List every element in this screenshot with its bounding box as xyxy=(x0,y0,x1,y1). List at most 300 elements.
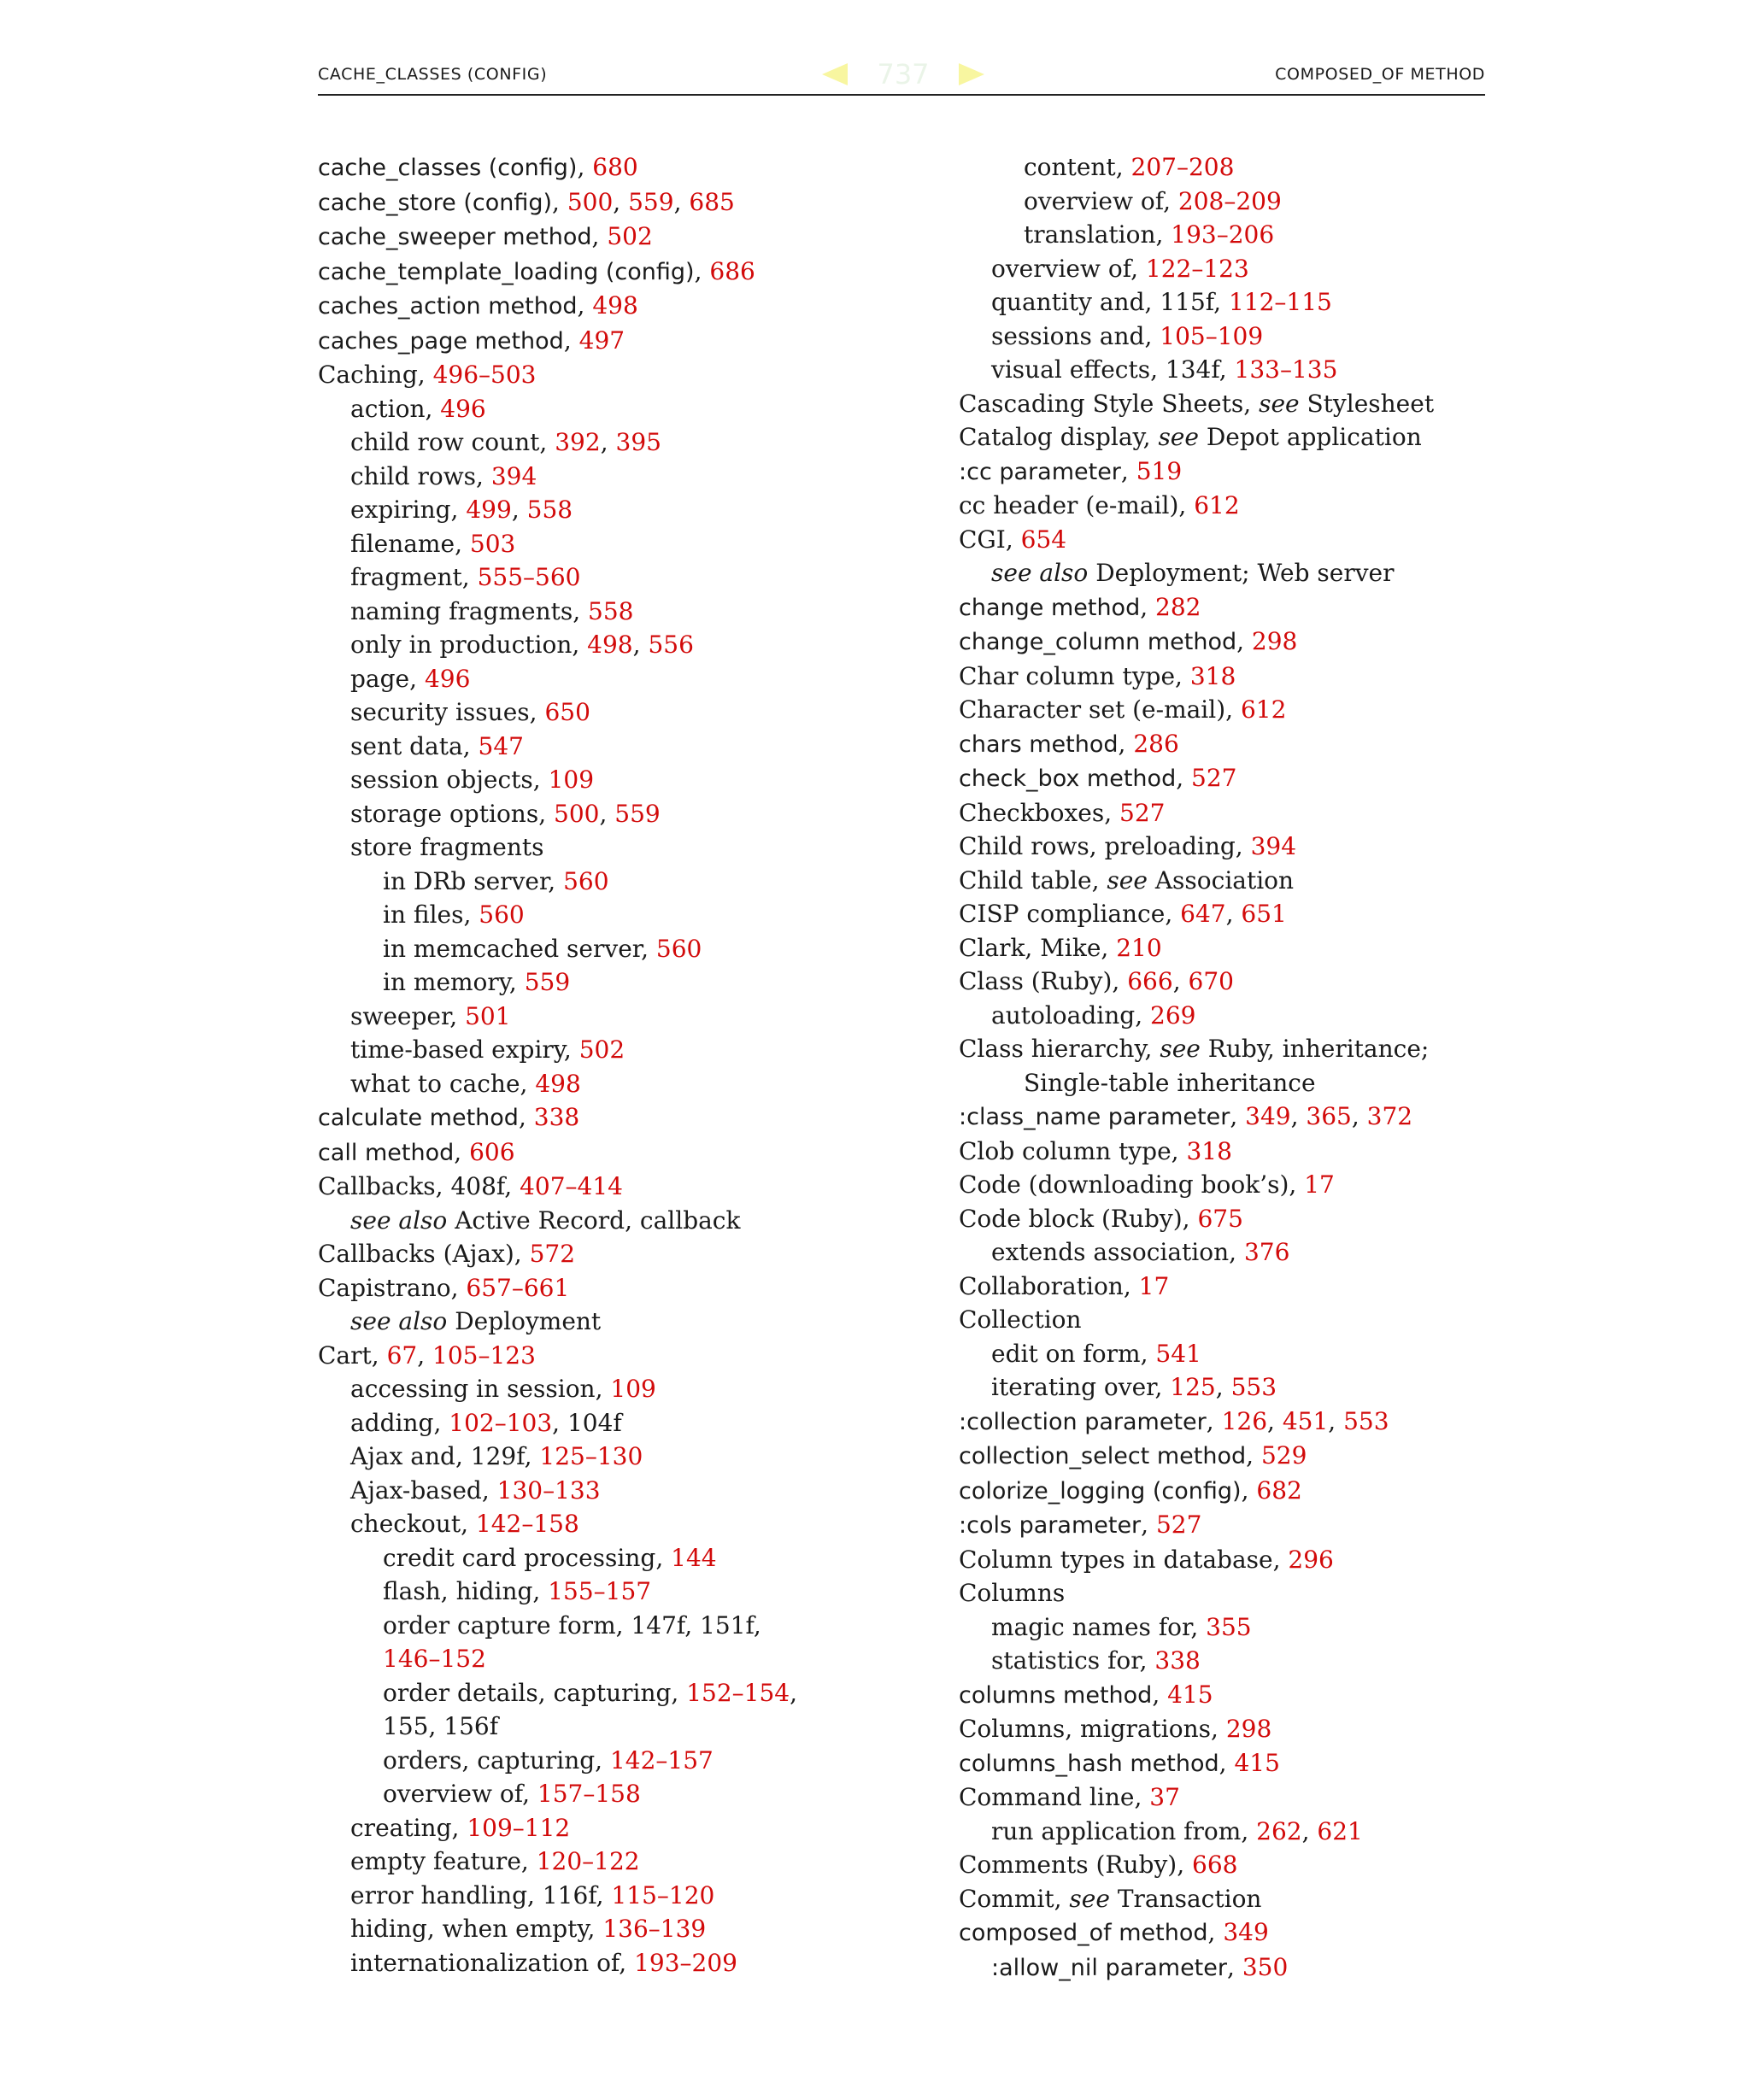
index-term: Deployment; Web server xyxy=(1095,559,1395,587)
index-entry: adding, 102–103, 104f xyxy=(350,1408,622,1437)
page-ref-link[interactable]: 109 xyxy=(548,766,595,794)
index-term: Caching xyxy=(318,361,418,389)
page-ref-link[interactable]: 17 xyxy=(1138,1271,1170,1300)
index-entry: in memory, 559 xyxy=(383,968,571,996)
index-term: :collection parameter xyxy=(959,1408,1207,1435)
index-term: Ajax and xyxy=(350,1442,455,1470)
page-ref-link[interactable]: 262 xyxy=(1256,1816,1302,1845)
page-ref-link[interactable]: 500 xyxy=(567,187,614,216)
index-entry: internationalization of, 193–209 xyxy=(350,1948,737,1977)
index-term: Ajax-based xyxy=(350,1475,482,1505)
index-term: check_box method xyxy=(959,766,1177,792)
index-term: store fragments xyxy=(350,833,544,861)
index-entry: Comments (Ruby), 668 xyxy=(959,1851,1238,1879)
page-ref-link[interactable]: 572 xyxy=(529,1240,576,1268)
index-entry: caches_page method, 497 xyxy=(318,326,625,355)
index-term: Character set (e-mail) xyxy=(959,695,1226,724)
index-entry: only in production, 498, 556 xyxy=(350,631,694,659)
index-entry xyxy=(959,1576,1506,1610)
index-term: sent data xyxy=(350,731,463,760)
page-ref-link[interactable]: 208–209 xyxy=(1177,186,1282,215)
page-ref-link[interactable]: 541 xyxy=(1155,1339,1201,1368)
index-term: Clob column type xyxy=(959,1136,1172,1165)
header-left-term: CACHE_CLASSES (CONFIG) xyxy=(318,65,548,84)
page-ref-link[interactable]: 501 xyxy=(465,1001,511,1030)
page-ref-link[interactable]: 350 xyxy=(1242,1952,1289,1981)
header-right-term: COMPOSED_OF METHOD xyxy=(1275,65,1485,84)
page-ref-link[interactable]: 130–133 xyxy=(496,1475,601,1505)
index-term: overview of xyxy=(383,1780,523,1808)
page-ref: 151f xyxy=(700,1610,754,1640)
index-term: child rows xyxy=(350,461,477,490)
page-ref-link[interactable]: 142–157 xyxy=(609,1745,714,1774)
index-term: what to cache xyxy=(350,1069,520,1098)
page-ref-link[interactable]: 499 xyxy=(466,496,512,524)
page-ref-link[interactable]: 296 xyxy=(1288,1545,1334,1574)
page-ref: 156f xyxy=(443,1712,499,1740)
index-entry: statistics for, 338 xyxy=(991,1646,1201,1675)
page-ref-link[interactable]: 651 xyxy=(1241,900,1287,928)
page-ref-link[interactable]: 155–157 xyxy=(548,1577,652,1605)
page-ref: 129f xyxy=(470,1442,525,1470)
index-term: visual effects xyxy=(991,355,1151,384)
page-ref-link[interactable]: 286 xyxy=(1133,729,1179,758)
index-entry: expiring, 499, 558 xyxy=(350,496,573,524)
page-ref-link[interactable]: 500 xyxy=(554,799,600,828)
page-ref-link[interactable]: 126 xyxy=(1221,1406,1268,1435)
page-ref-link[interactable]: 338 xyxy=(1154,1646,1201,1675)
index-entry: run application from, 262, 621 xyxy=(991,1816,1363,1845)
index-term: creating xyxy=(350,1813,452,1842)
index-term: Child rows, preloading xyxy=(959,832,1236,860)
index-entry: empty feature, 120–122 xyxy=(350,1847,640,1875)
index-entry: translation, 193–206 xyxy=(1024,220,1275,249)
page-ref: 116f xyxy=(542,1880,596,1909)
page-ref-link[interactable]: 650 xyxy=(544,698,590,726)
index-term: :cols parameter xyxy=(959,1512,1142,1539)
index-entry: order details, capturing, 152–154, xyxy=(383,1678,798,1707)
page-ref-link[interactable]: 318 xyxy=(1189,661,1236,690)
page-ref-link[interactable]: 372 xyxy=(1366,1102,1413,1130)
page-ref-link[interactable]: 144 xyxy=(671,1543,717,1572)
index-term: caches_page method xyxy=(318,327,564,355)
page-ref-link[interactable]: 560 xyxy=(563,866,609,895)
index-term: Command line xyxy=(959,1783,1135,1811)
page-ref-link[interactable]: 556 xyxy=(648,631,694,659)
index-term: Catalog display xyxy=(959,423,1143,451)
page-ref-link[interactable]: 685 xyxy=(689,187,735,216)
index-term: quantity and xyxy=(991,288,1145,316)
index-term: Class hierarchy xyxy=(959,1035,1145,1063)
page-ref: 115f xyxy=(1160,288,1214,316)
page-ref-link[interactable]: 527 xyxy=(1119,798,1166,827)
page-ref-link[interactable]: 686 xyxy=(709,256,755,285)
index-entry: filename, 503 xyxy=(350,529,516,558)
index-term: security issues xyxy=(350,698,530,726)
previous-page-arrow-icon[interactable] xyxy=(822,63,848,85)
index-term: change_column method xyxy=(959,629,1237,655)
index-entry: iterating over, 125, 553 xyxy=(991,1373,1277,1401)
index-entry: page, 496 xyxy=(350,664,471,693)
index-term: time-based expiry xyxy=(350,1035,564,1064)
page-ref-link[interactable]: 612 xyxy=(1194,491,1240,519)
page-ref-link[interactable]: 193–209 xyxy=(634,1948,737,1977)
page-ref: 104f xyxy=(567,1408,622,1437)
index-entry: Child rows, preloading, 394 xyxy=(959,832,1297,860)
index-entry: :cc parameter, 519 xyxy=(959,456,1183,485)
page-ref-link[interactable]: 207–208 xyxy=(1130,153,1235,181)
index-term: flash, hiding xyxy=(383,1577,533,1605)
page-ref-link[interactable]: 338 xyxy=(533,1103,580,1131)
index-term: run application from xyxy=(991,1816,1242,1845)
index-entry: Class (Ruby), 666, 670 xyxy=(959,967,1234,995)
index-entry: Class hierarchy, see Ruby, inheritance; xyxy=(959,1035,1430,1063)
see-label: see xyxy=(1259,389,1300,418)
page-ref-link[interactable]: 621 xyxy=(1317,1816,1363,1845)
page-ref-link[interactable]: 675 xyxy=(1197,1204,1243,1233)
index-entry: Caching, 496–503 xyxy=(318,361,537,389)
page-ref-link[interactable]: 498 xyxy=(535,1069,581,1098)
index-entry: sessions and, 105–109 xyxy=(991,321,1264,350)
index-term: Cascading Style Sheets xyxy=(959,389,1244,418)
see-target: Depot application xyxy=(1206,423,1422,451)
page-ref-link[interactable]: 392 xyxy=(555,428,601,456)
index-term: child row count xyxy=(350,428,540,456)
page-ref-link[interactable]: 120–122 xyxy=(536,1847,640,1875)
index-term: change method xyxy=(959,594,1141,621)
index-entry: Collaboration, 17 xyxy=(959,1271,1170,1300)
page-ref-link[interactable]: 269 xyxy=(1150,1000,1196,1029)
index-term: Comments (Ruby) xyxy=(959,1851,1177,1879)
page-ref-link[interactable]: 17 xyxy=(1304,1170,1335,1199)
page-ref-link[interactable]: 612 xyxy=(1240,695,1287,724)
page-ref-link[interactable]: 680 xyxy=(592,153,638,181)
index-entry: orders, capturing, 142–157 xyxy=(383,1745,714,1774)
index-term: iterating over xyxy=(991,1373,1155,1401)
page-ref-link[interactable]: 125 xyxy=(1170,1373,1216,1401)
index-entry: error handling, 116f, 115–120 xyxy=(350,1880,715,1909)
index-entry: session objects, 109 xyxy=(350,766,595,794)
index-term: Active Record, callback xyxy=(455,1205,741,1235)
index-entry: storage options, 500, 559 xyxy=(350,799,661,828)
page-ref-link[interactable]: 527 xyxy=(1191,764,1237,792)
page-ref-link[interactable]: 668 xyxy=(1192,1851,1238,1879)
index-column-right xyxy=(959,150,1506,1985)
page-ref-link[interactable]: 657–661 xyxy=(466,1273,570,1302)
index-entry: Cart, 67, 105–123 xyxy=(318,1340,536,1370)
page-ref-link[interactable]: 37 xyxy=(1149,1783,1180,1811)
index-entry: in files, 560 xyxy=(383,900,525,929)
page-ref: 134f xyxy=(1165,355,1219,384)
page-ref-link[interactable]: 105–123 xyxy=(432,1340,536,1370)
index-entry: overview of, 208–209 xyxy=(1024,186,1282,215)
page-ref-link[interactable]: 133–135 xyxy=(1234,355,1338,384)
page-ref-link[interactable]: 152–154 xyxy=(686,1678,790,1707)
see-label: see xyxy=(1107,865,1148,895)
page-ref-link[interactable]: 115–120 xyxy=(611,1880,715,1909)
index-term: magic names for xyxy=(991,1612,1191,1641)
page-ref-link[interactable]: 670 xyxy=(1188,967,1234,995)
index-entry: Clob column type, 318 xyxy=(959,1136,1232,1165)
page-ref-link[interactable]: 559 xyxy=(614,799,661,828)
index-term: Cart xyxy=(318,1340,372,1370)
page-ref-link[interactable]: 682 xyxy=(1256,1475,1302,1505)
page-ref-link[interactable]: 502 xyxy=(607,222,653,250)
index-entry: action, 496 xyxy=(350,394,486,423)
page-ref-link[interactable]: 647 xyxy=(1180,900,1226,928)
index-term: internationalization of xyxy=(350,1948,620,1977)
page-ref-link[interactable]: 555–560 xyxy=(477,563,581,591)
page-ref-link[interactable]: 210 xyxy=(1116,933,1162,962)
page-ref: 155 xyxy=(383,1712,429,1740)
index-entry: magic names for, 355 xyxy=(991,1612,1252,1641)
index-entry xyxy=(318,1305,916,1339)
index-entry: security issues, 650 xyxy=(350,698,590,726)
index-entry: CISP compliance, 647, 651 xyxy=(959,900,1287,928)
index-term: Capistrano xyxy=(318,1273,451,1302)
index-term: filename xyxy=(350,529,455,558)
index-term: :cc parameter xyxy=(959,458,1121,485)
index-entry: composed_of method, 349 xyxy=(959,1918,1269,1946)
page-ref-link[interactable]: 559 xyxy=(524,968,571,996)
page-ref-link[interactable]: 112–115 xyxy=(1228,288,1332,316)
page-ref-link[interactable]: 519 xyxy=(1136,456,1183,485)
page-ref-link[interactable]: 109–112 xyxy=(467,1813,571,1842)
index-column-left xyxy=(318,150,916,1980)
page-ref-link[interactable]: 67 xyxy=(386,1340,418,1370)
index-term: translation xyxy=(1024,220,1156,249)
page-ref-link[interactable]: 654 xyxy=(1020,525,1067,554)
page-ref-link[interactable]: 318 xyxy=(1186,1136,1232,1165)
page-ref-link[interactable]: 125–130 xyxy=(539,1442,643,1470)
page-ref-link[interactable]: 282 xyxy=(1155,592,1201,621)
index-term: credit card processing xyxy=(383,1543,656,1572)
see-also-label: see also xyxy=(991,559,1089,587)
page-ref-link[interactable]: 109 xyxy=(610,1375,656,1403)
index-term: statistics for xyxy=(991,1646,1140,1675)
index-entry: overview of, 157–158 xyxy=(383,1780,641,1808)
page-ref-link[interactable]: 122–123 xyxy=(1145,254,1249,283)
page-ref-link[interactable]: 355 xyxy=(1206,1612,1252,1641)
index-entry: visual effects, 134f, 133–135 xyxy=(991,355,1338,384)
index-term: overview of xyxy=(1024,186,1164,215)
index-term: Callbacks xyxy=(318,1172,436,1200)
index-term: in files xyxy=(383,900,464,929)
index-term: content xyxy=(1024,153,1116,181)
index-term: fragment xyxy=(350,563,462,591)
page-ref-link[interactable]: 146–152 xyxy=(383,1645,486,1673)
index-term: only in production xyxy=(350,631,573,659)
index-term: orders, capturing xyxy=(383,1745,596,1774)
index-term: Code block (Ruby) xyxy=(959,1204,1183,1233)
page-ref-link[interactable]: 365 xyxy=(1306,1102,1352,1130)
index-entry: cc header (e-mail), 612 xyxy=(959,491,1240,519)
index-entry: extends association, 376 xyxy=(991,1238,1290,1266)
index-entry: call method, 606 xyxy=(318,1137,515,1166)
index-entry: 155, 156f xyxy=(383,1712,499,1740)
index-term: Columns xyxy=(959,1579,1066,1607)
index-entry: chars method, 286 xyxy=(959,729,1179,758)
index-entry: what to cache, 498 xyxy=(350,1069,581,1098)
index-term: autoloading xyxy=(991,1000,1136,1029)
index-term: colorize_logging (config) xyxy=(959,1477,1242,1505)
page-ref-link[interactable]: 415 xyxy=(1167,1680,1213,1709)
page-ref-link[interactable]: 157–158 xyxy=(537,1780,641,1808)
page-ref-link[interactable]: 560 xyxy=(479,900,525,929)
see-label: see xyxy=(1160,1035,1201,1063)
index-term: Deployment xyxy=(455,1307,602,1335)
index-term: Clark, Mike xyxy=(959,933,1101,962)
index-entry: Character set (e-mail), 612 xyxy=(959,695,1287,724)
page-ref: 147f xyxy=(631,1610,685,1640)
index-term: collection_select method xyxy=(959,1443,1247,1469)
page-ref-link[interactable]: 496 xyxy=(440,394,486,423)
page-ref-link[interactable]: 376 xyxy=(1243,1238,1290,1266)
index-entry: child row count, 392, 395 xyxy=(350,428,661,456)
page-ref-link[interactable]: 503 xyxy=(469,529,516,558)
index-term: Code (downloading book’s) xyxy=(959,1170,1289,1199)
index-entry: in memcached server, 560 xyxy=(383,934,702,963)
page-ref-link[interactable]: 502 xyxy=(578,1035,625,1064)
index-entry: columns method, 415 xyxy=(959,1680,1213,1709)
page-ref-link[interactable]: 415 xyxy=(1234,1748,1280,1777)
next-page-arrow-icon[interactable] xyxy=(959,63,984,85)
index-entry: collection_select method, 529 xyxy=(959,1441,1307,1469)
page-ref-link[interactable]: 559 xyxy=(628,187,674,216)
index-term: Char column type xyxy=(959,661,1176,690)
page-ref-link[interactable]: 527 xyxy=(1155,1510,1202,1539)
index-term: Column types in database xyxy=(959,1545,1273,1574)
index-term: adding xyxy=(350,1408,434,1437)
page-ref-link[interactable]: 102–103 xyxy=(449,1408,553,1437)
page-ref: 408f xyxy=(450,1172,505,1200)
index-term: accessing in session xyxy=(350,1375,596,1403)
index-entry: flash, hiding, 155–157 xyxy=(383,1577,652,1605)
page-navigation xyxy=(822,55,984,92)
page-ref-link[interactable]: 547 xyxy=(478,731,524,760)
see-target: Association xyxy=(1154,865,1295,895)
index-term: Collection xyxy=(959,1305,1082,1334)
index-entry: Ajax and, 129f, 125–130 xyxy=(350,1442,643,1470)
page-ref-link[interactable]: 529 xyxy=(1260,1441,1307,1469)
page-ref-link[interactable]: 298 xyxy=(1251,627,1298,655)
page-ref-link[interactable]: 105–109 xyxy=(1160,321,1264,350)
index-term: cc header (e-mail) xyxy=(959,491,1179,519)
page-ref-link[interactable]: 560 xyxy=(655,934,702,963)
page-ref-link[interactable]: 606 xyxy=(469,1137,515,1166)
index-term: sessions and xyxy=(991,321,1145,350)
index-entry: cache_classes (config), 680 xyxy=(318,153,638,181)
index-entry: Child table, see Association xyxy=(959,865,1295,895)
index-term: Checkboxes xyxy=(959,798,1105,827)
index-term: action xyxy=(350,394,426,423)
index-entry: creating, 109–112 xyxy=(350,1813,571,1842)
index-term: cache_sweeper method xyxy=(318,224,592,250)
page-ref-link[interactable]: 451 xyxy=(1282,1406,1329,1435)
index-term: cache_template_loading (config) xyxy=(318,258,695,285)
index-entry: :cols parameter, 527 xyxy=(959,1510,1202,1539)
index-entry: :class_name parameter, 349, 365, 372 xyxy=(959,1102,1413,1130)
see-label: see xyxy=(1069,1884,1110,1913)
index-entry: change method, 282 xyxy=(959,592,1201,621)
index-term: overview of xyxy=(991,254,1131,283)
index-entry: Callbacks (Ajax), 572 xyxy=(318,1240,576,1268)
index-term: empty feature xyxy=(350,1847,521,1875)
index-term: :allow_nil parameter xyxy=(991,1954,1227,1981)
index-entry: cache_template_loading (config), 686 xyxy=(318,256,755,285)
index-term: in memcached server xyxy=(383,934,642,963)
page-ref-link[interactable]: 136–139 xyxy=(602,1915,707,1943)
page-ref-link[interactable]: 142–158 xyxy=(475,1510,579,1538)
index-term: columns_hash method xyxy=(959,1750,1219,1777)
index-entry: overview of, 122–123 xyxy=(991,254,1249,283)
index-entry: calculate method, 338 xyxy=(318,1103,580,1131)
index-term: Callbacks (Ajax) xyxy=(318,1240,514,1268)
index-term: extends association xyxy=(991,1238,1230,1266)
index-entry: Char column type, 318 xyxy=(959,661,1236,690)
page-number: 737 xyxy=(877,58,930,91)
page-ref-link[interactable]: 666 xyxy=(1127,967,1173,995)
page-ref-link[interactable]: 394 xyxy=(1250,832,1297,860)
index-entry: in DRb server, 560 xyxy=(383,866,609,895)
page-ref-link[interactable]: 553 xyxy=(1343,1406,1389,1435)
page-ref-link[interactable]: 395 xyxy=(615,428,661,456)
page-ref-link[interactable]: 558 xyxy=(588,596,634,625)
page-ref-link[interactable]: 193–206 xyxy=(1171,220,1275,249)
index-entry: Capistrano, 657–661 xyxy=(318,1273,570,1302)
index-entry: accessing in session, 109 xyxy=(350,1375,656,1403)
page-ref-link[interactable]: 407–414 xyxy=(520,1172,623,1200)
index-entry: Clark, Mike, 210 xyxy=(959,933,1162,962)
see-also-label: see also xyxy=(350,1307,448,1335)
see-target: Ruby, inheritance; xyxy=(1207,1035,1430,1063)
index-term: CISP compliance xyxy=(959,900,1166,928)
index-term: page xyxy=(350,664,410,693)
see-label: see xyxy=(1158,423,1199,451)
page-ref-link[interactable]: 496–503 xyxy=(432,361,537,389)
page-ref-link[interactable]: 496 xyxy=(424,664,471,693)
page-ref-link[interactable]: 558 xyxy=(526,496,573,524)
index-term: composed_of method xyxy=(959,1920,1208,1946)
see-target: Transaction xyxy=(1117,1884,1262,1913)
index-term: expiring xyxy=(350,496,451,524)
page-ref-link[interactable]: 394 xyxy=(490,461,537,490)
index-term: Columns, migrations xyxy=(959,1715,1211,1743)
index-term: cache_classes (config) xyxy=(318,155,578,181)
index-entry: colorize_logging (config), 682 xyxy=(959,1475,1302,1505)
page-ref-link[interactable]: 498 xyxy=(587,631,633,659)
page-ref-link[interactable]: 349 xyxy=(1223,1918,1269,1946)
index-term: hiding, when empty xyxy=(350,1915,588,1943)
index-entry xyxy=(959,1066,1506,1100)
page-ref-link[interactable]: 553 xyxy=(1230,1373,1277,1401)
page-ref-link[interactable]: 298 xyxy=(1225,1715,1272,1743)
page-ref-link[interactable]: 497 xyxy=(578,326,625,355)
index-entry: sweeper, 501 xyxy=(350,1001,511,1030)
index-entry: Ajax-based, 130–133 xyxy=(350,1475,601,1505)
index-entry: columns_hash method, 415 xyxy=(959,1748,1280,1777)
index-entry: Catalog display, see Depot application xyxy=(959,423,1422,451)
index-entry: Columns, migrations, 298 xyxy=(959,1715,1272,1743)
index-entry: order capture form, 147f, 151f, xyxy=(383,1610,761,1640)
page-ref-link[interactable]: 349 xyxy=(1245,1102,1291,1130)
index-entry: Callbacks, 408f, 407–414 xyxy=(318,1172,623,1200)
index-entry: credit card processing, 144 xyxy=(383,1543,717,1572)
index-term: Single-table inheritance xyxy=(1024,1068,1316,1097)
page-ref-link[interactable]: 498 xyxy=(592,291,638,320)
index-term: CGI xyxy=(959,525,1006,554)
see-also-label: see also xyxy=(350,1205,448,1235)
